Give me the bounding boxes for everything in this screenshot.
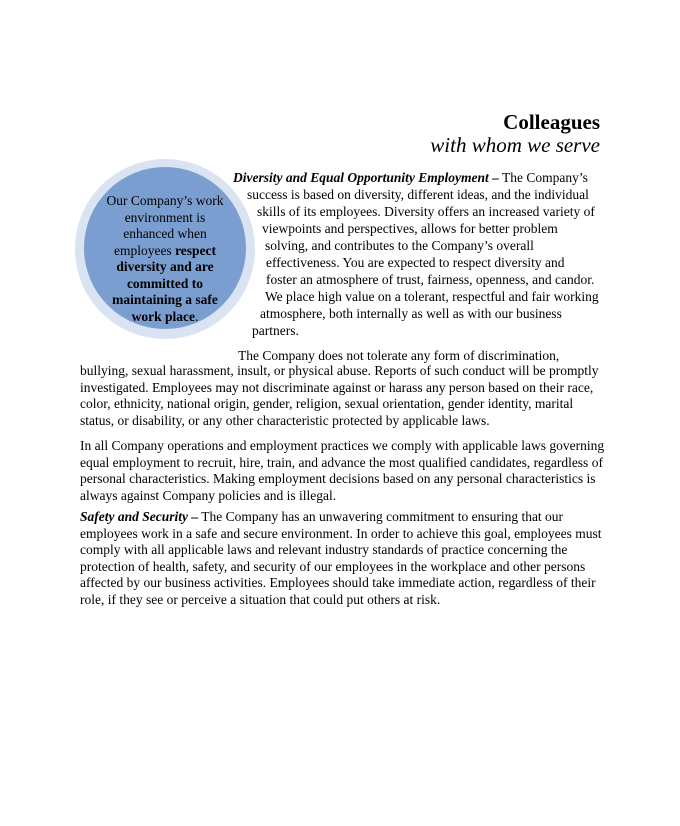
diversity-line-9: atmosphere, both internally as well as with our business (260, 306, 562, 321)
employment-paragraph: In all Company operations and employment practices we comply with applicable laws governing equal employment to recruit, hire, train, and advance the most qualified candidates, regardless of personal characteristics. Making employment decisions based on any personal characteristics is always against Company policies and is illegal. (80, 438, 605, 503)
page-subtitle: with whom we serve (430, 133, 600, 157)
callout-text (100, 193, 230, 325)
diversity-line-2: success is based on diversity, different ideas, and the individual (247, 187, 589, 202)
safety-paragraph (80, 509, 605, 609)
diversity-line-5: solving, and contributes to the Company’s overall (265, 238, 534, 253)
discrimination-first-line: The Company does not tolerate any form of discrimination, (238, 348, 560, 363)
diversity-line-3: skills of its employees. Diversity offers an increased variety of (257, 204, 595, 219)
diversity-line-8: We place high value on a tolerant, respectful and fair working (265, 289, 599, 304)
diversity-line-6: effectiveness. You are expected to respect diversity and (266, 255, 565, 270)
diversity-line-10: partners. (252, 323, 299, 338)
callout-text-start: Our Company’s work environment is enhanced when employees (106, 193, 224, 258)
callout-text-bold: respect diversity and are committed to maintaining a safe work place (112, 242, 218, 324)
page-title: Colleagues (503, 110, 600, 134)
safety-text: The Company has an unwavering commitment to ensuring that our employees work in a safe and secure environment. In order to achieve this goal, employees must comply with all applicable laws and relevant industry standards of practice concerning the protection of health, safety, and security of our employees in the workplace and other persons affected by our business activities. Employees should take immediate action, regardless of their role, if they see or perceive a situation that could put others at risk. (80, 509, 602, 607)
callout-text-end: . (195, 308, 199, 324)
diversity-heading: Diversity and Equal Opportunity Employment – (233, 170, 499, 185)
diversity-line-7: foster an atmosphere of trust, fairness, openness, and candor. (266, 272, 595, 287)
diversity-line-4: viewpoints and perspectives, allows for better problem (262, 221, 558, 236)
diversity-line-1: Diversity and Equal Opportunity Employment – The Company’s (233, 170, 588, 185)
discrimination-paragraph: bullying, sexual harassment, insult, or physical abuse. Reports of such conduct will be promptly investigated. Employees may not discriminate against or harass any person based on their race, color, ethnicity, national origin, gender, religion, sexual orientation, gender identity, marital status, or disability, or any other characteristic protected by applicable laws. (80, 363, 599, 428)
safety-heading: Safety and Security – (80, 509, 199, 524)
